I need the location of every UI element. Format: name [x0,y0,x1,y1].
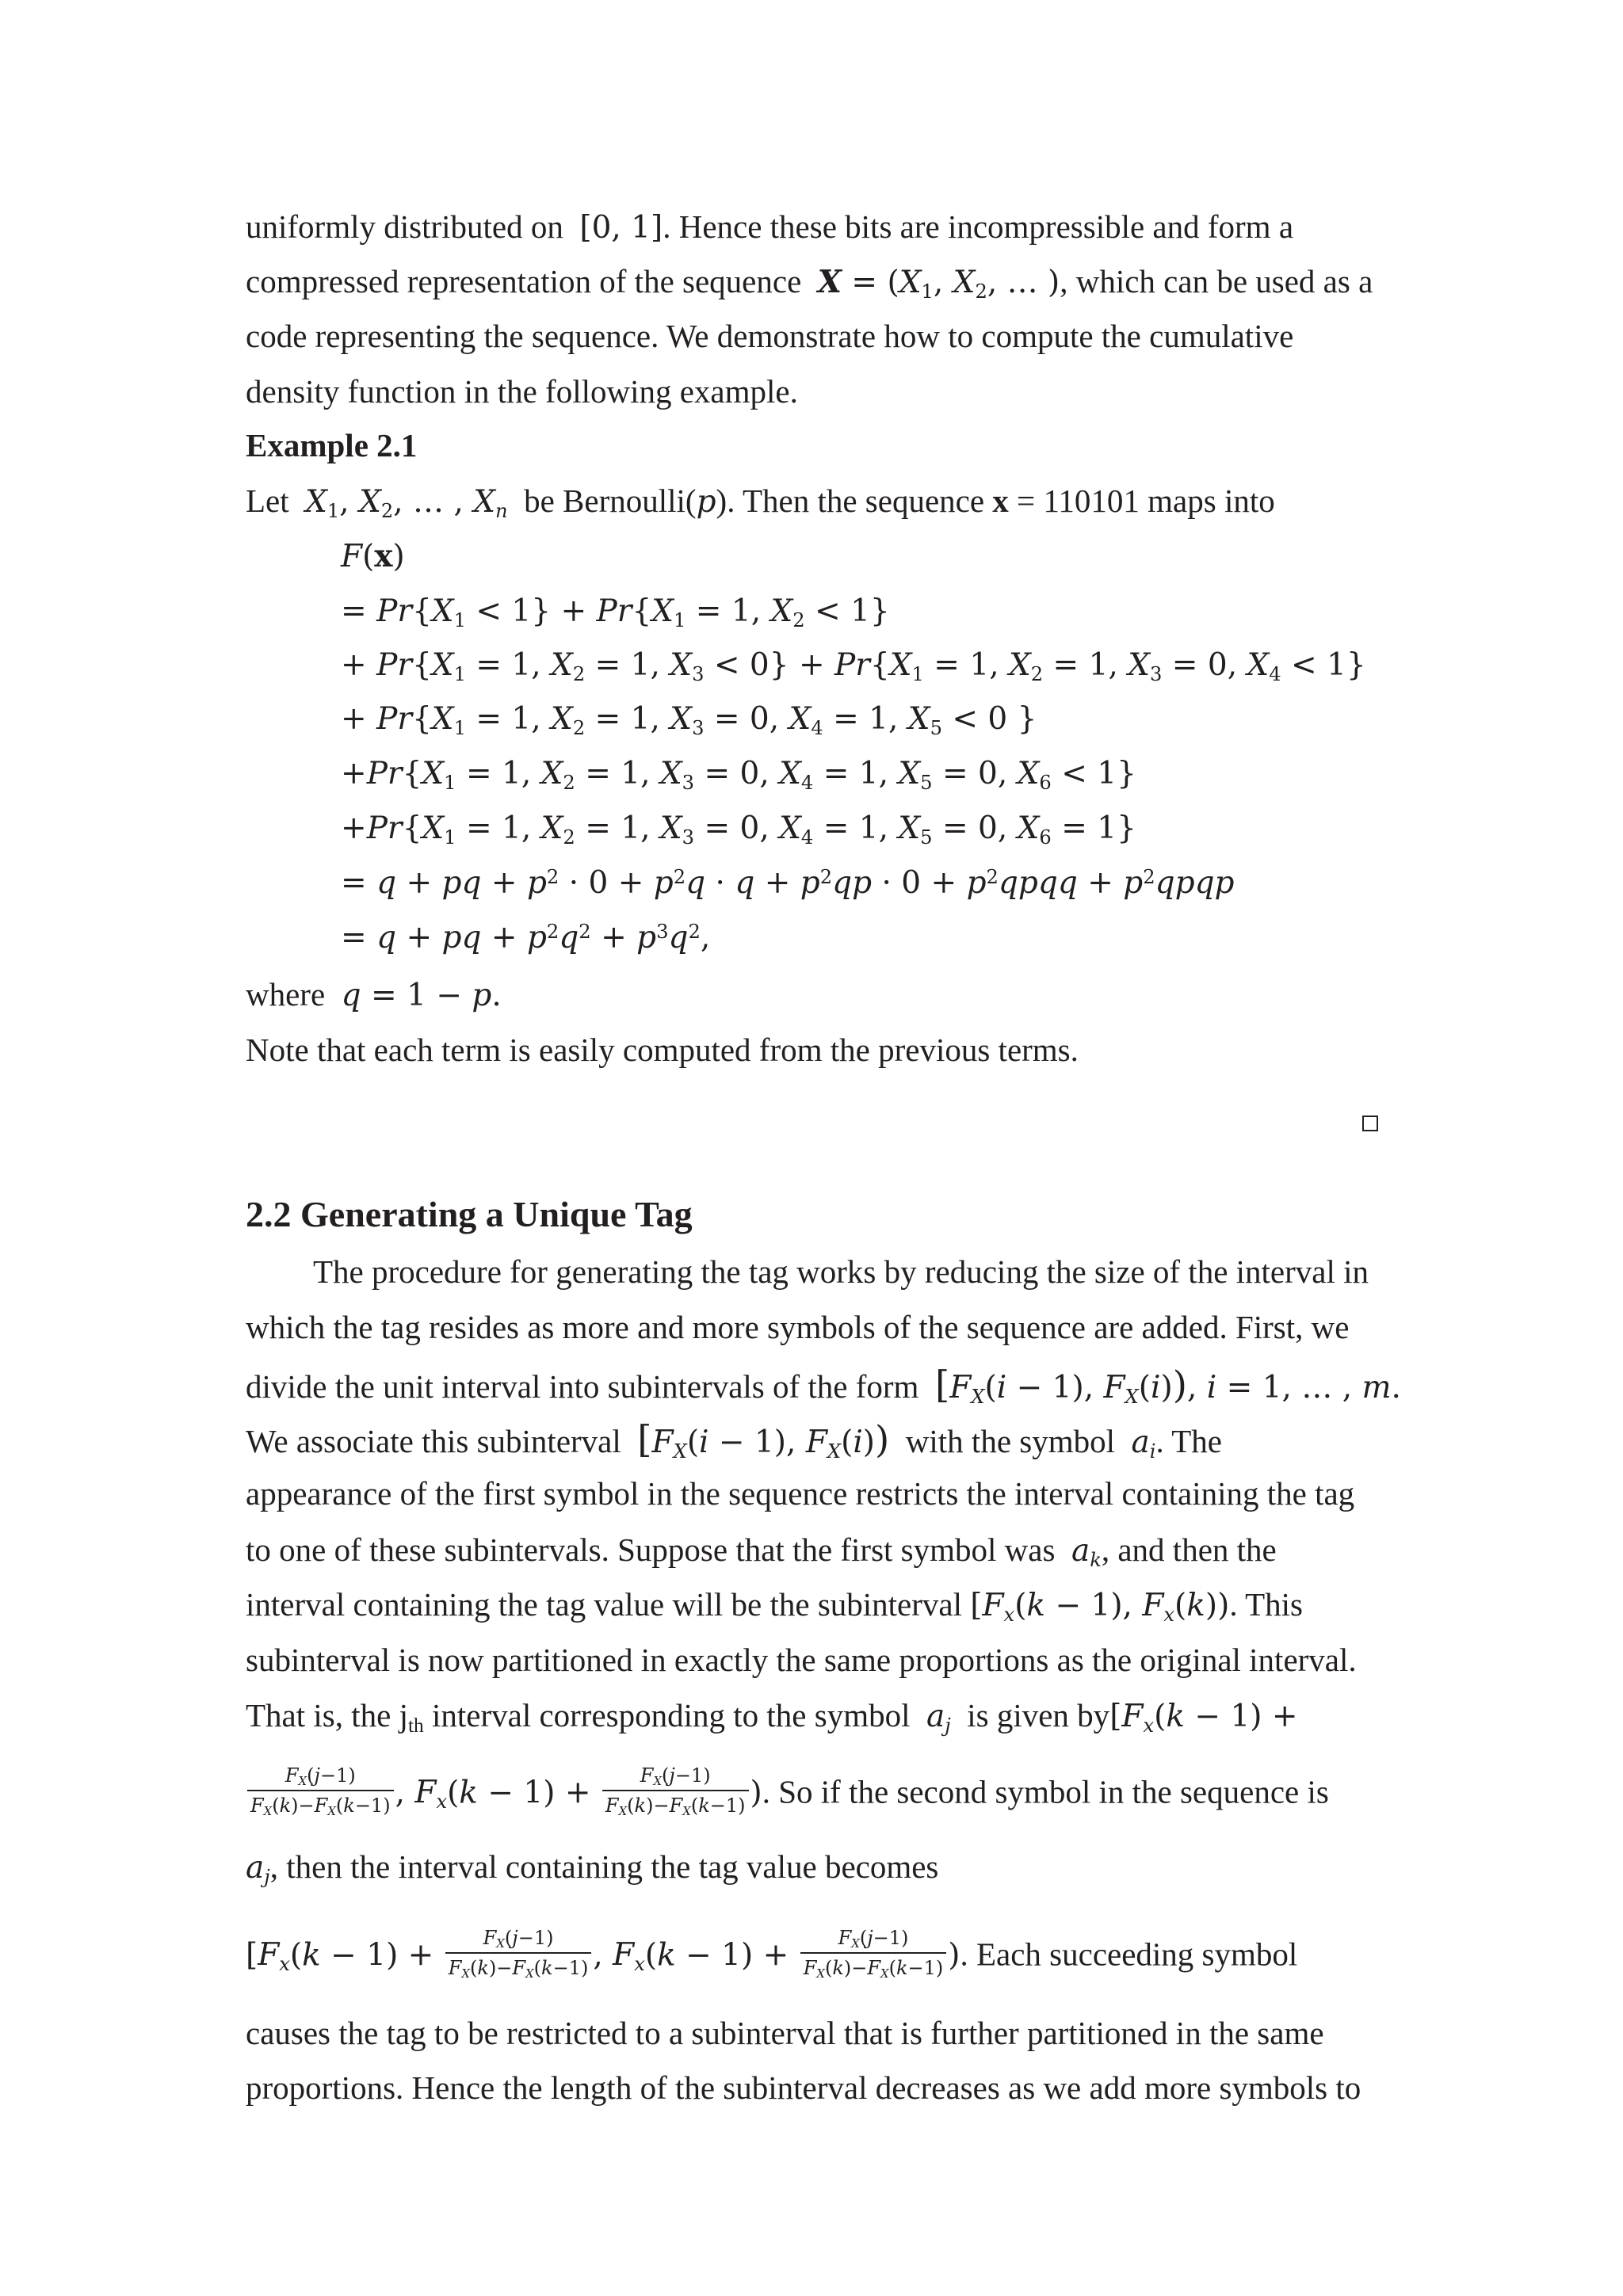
section-line-8: subinterval is now partitioned in exactly the same proportions as the original interval. [246,1642,1357,1678]
section-line-14: proportions. Hence the length of the subinterval decreases as we add more symbols to [246,2069,1361,2106]
equation-line-8: = q + pq + $p^2q^2 + p^3q^2$, [341,920,711,955]
equation-line-4: + $Pr\{X_1 = 1$, $X_2 = 1$, $X_3 = 0$, $X_4 = 1$, $X_5 < 0$ } [341,701,1037,739]
section-line-13: causes the tag to be restricted to a subinterval that is further partitioned in the same [246,2015,1324,2051]
section-line-11: $a_j$, then the interval containing the tag value becomes [246,1848,939,1888]
section-line-2: which the tag resides as more and more symbols of the sequence are added. First, we [246,1309,1350,1345]
qed-box-icon [1362,1116,1378,1131]
equation-line-5: $+Pr\{X_1 = 1$, $X_2 = 1$, $X_3 = 0$, $X_4 = 1$, $X_5 = 0$, $X_6 < 1$} [341,756,1136,794]
where-line: where q = 1 − p. [246,976,502,1013]
example-title: Example 2.1 [246,427,418,463]
example-statement: Let $X_1$, $X_2$, … , $X_n$ be Bernoulli(p). Then the sequence x = 110101 maps into [246,482,1275,522]
equation-line-3: + $Pr\{X_1 = 1$, $X_2 = 1$, $X_3 < 0\} + Pr\{X_1 = 1$, $X_2 = 1$, $X_3 = 0$, $X_4 < 1$} [341,647,1366,685]
equation-line-2: = $Pr\{X_1 < 1\} + Pr\{X_1 = 1$, $X_2 < 1$} [341,593,890,631]
equation-line-6: $+Pr\{X_1 = 1$, $X_2 = 1$, $X_3 = 0$, $X_4 = 1$, $X_5 = 0$, $X_6 = 1$} [341,810,1136,849]
intro-line-1: uniformly distributed on [0, 1]. Hence these bits are incompressible and form a [246,208,1294,246]
equation-line-7: = q + pq + $p^2 \cdot 0 + p^2q \cdot q + p^2qp \cdot 0$ + $p^2qpqq$ + $p^2qpqp$ [341,865,1235,901]
section-line-5: appearance of the first symbol in the sequence restricts the interval containing the tag [246,1475,1355,1512]
note-line: Note that each term is easily computed from the previous terms. [246,1032,1079,1068]
intro-line-4: density function in the following example. [246,373,798,410]
equation-line-1: F(x) [341,538,405,574]
section-line-3: divide the unit interval into subintervals of the form [$F_X(i - 1)$, $F_X(i)$), i = 1, … , m. [246,1364,1401,1408]
intro-line-3: code representing the sequence. We demonstrate how to compute the cumulative [246,318,1294,354]
section-line-1: The procedure for generating the tag works by reducing the size of the interval in [313,1253,1369,1290]
section-line-7: interval containing the tag value will be the subinterval [$F_x(k - 1)$, $F_x(k)$). This [246,1586,1303,1626]
section-heading: 2.2 Generating a Unique Tag [246,1194,693,1234]
section-line-10: $\frac{F_X(j-1)}{F_X(k)-F_X(k-1)}$ , $F_x(k - 1)$ + $\frac{F_X(j-1)}{F_X(k)-F_X(k-1)}$ ). So if the second symbol in the sequence is [246,1768,1329,1822]
section-line-4: We associate this subinterval [$F_X(i - 1)$, $F_X(i)$) with the symbol $a_i$. The [246,1419,1223,1463]
section-line-6: to one of these subintervals. Suppose that the first symbol was $a_k$, and then the [246,1531,1277,1571]
intro-line-2: compressed representation of the sequence $X = (X_1$, $X_2$, … ), which can be used as a [246,263,1373,303]
section-line-12: [$F_x(k - 1)$ + $\frac{F_X(j-1)}{F_X(k)-F_X(k-1)}$ , $F_x(k - 1)$ + $\frac{F_X(j-1)}{F_X(k)-F_X(k-1)}$ ). Each succeeding symbol [246,1927,1298,1981]
section-line-9: That is, the $j_{th}$ interval corresponding to the symbol $a_j$ is given $by[F_x(k - 1)$ + [246,1697,1298,1737]
